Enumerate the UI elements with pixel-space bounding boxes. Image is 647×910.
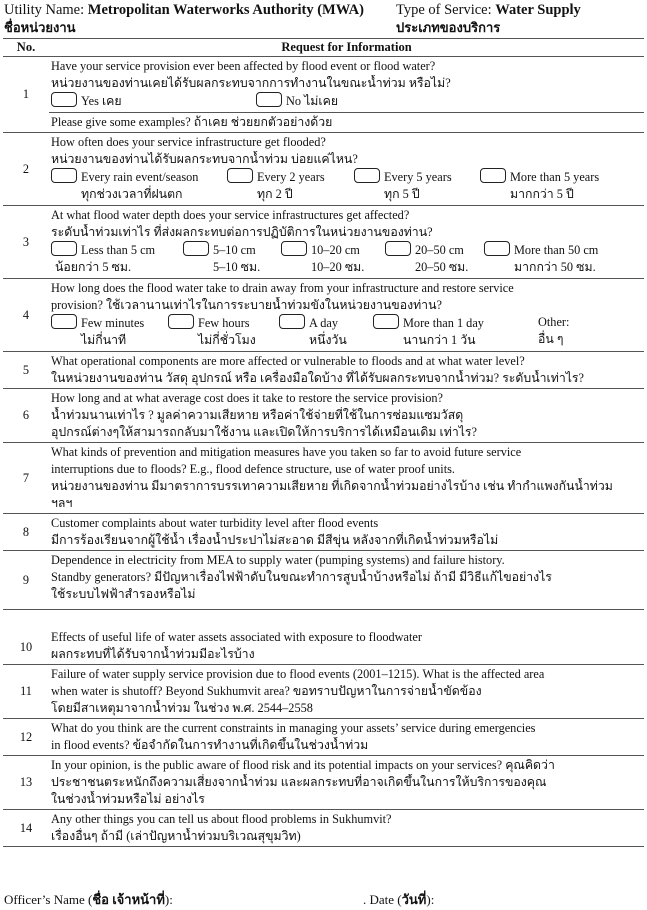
option-label-th: 10–20 ซม.: [311, 260, 365, 274]
utility-value: Metropolitan Waterworks Authority (MWA): [87, 2, 364, 18]
question-text: In your opinion, is the public aware of flood risk and its potential impacts on your services? คุณคิดว่า: [51, 758, 555, 772]
question-row-7: [3, 443, 644, 514]
option[interactable]: [227, 168, 325, 203]
checkbox[interactable]: [256, 92, 282, 107]
checkbox[interactable]: [168, 314, 194, 329]
question-text-th: หน่วยงานของท่านได้รับผลกระทบจากน้ำท่วม บ่อยแค่ไหน?: [51, 152, 358, 166]
question-number: 8: [3, 514, 49, 551]
option-label: Few minutes: [81, 316, 145, 330]
question-row-5: [3, 352, 644, 389]
checkbox[interactable]: [183, 241, 209, 256]
utility-thai-label: ชื่อหน่วยงาน: [4, 20, 76, 35]
question-text: Failure of water supply service provision due to flood events (2001–1215). What is the affected area: [51, 667, 545, 681]
option-label-th: 20–50 ซม.: [415, 260, 469, 274]
question-cell: [49, 443, 644, 514]
question-row-10: [3, 610, 644, 665]
option[interactable]: [354, 168, 452, 203]
option-label-th: หนึ่งวัน: [309, 333, 347, 347]
question-row-13: [3, 756, 644, 810]
checkbox[interactable]: [385, 241, 411, 256]
checkbox[interactable]: [480, 168, 506, 183]
question-row-1: [3, 57, 644, 113]
question-text: Any other things you can tell us about flood problems in Sukhumvit?: [51, 812, 392, 826]
question-text: What do you think are the current constraints in managing your assets’ service during emergencies: [51, 721, 536, 735]
question-text: หน่วยงานของท่าน มีมาตราการบรรเทาความเสียหาย ที่เกิดจากน้ำท่วมอย่างไรบ้าง เช่น ทำกำแพงกันน้ำท่วม: [51, 479, 613, 493]
question-cell: [49, 133, 644, 206]
option-label-th: มากกว่า 5 ปี: [510, 187, 574, 201]
utility-name: [4, 1, 364, 19]
checkbox[interactable]: [51, 314, 77, 329]
question-cell: [49, 514, 644, 551]
question-number: 4: [3, 279, 49, 352]
question-text: มีการร้องเรียนจากผู้ใช้น้ำ เรื่องน้ำประปาไม่สะอาด มีสีขุ่น หลังจากที่เกิดน้ำท่วมหรือไม่: [51, 533, 499, 547]
question-text: ในช่วงน้ำท่วมหรือไม่ อย่างไร: [51, 792, 205, 806]
question-row-14: [3, 810, 644, 847]
option[interactable]: [168, 314, 256, 349]
question-number: 5: [3, 352, 49, 389]
date-thai-label: วันที่: [401, 892, 427, 907]
question-cell: [49, 206, 644, 279]
col-request-header: Request for Information: [49, 39, 644, 57]
date-label: . Date (: [363, 892, 402, 907]
utility-label: Utility Name:: [4, 2, 88, 18]
option-label: Yes เคย: [81, 94, 122, 108]
option-label: More than 1 day: [403, 316, 484, 330]
date-label-end: ):: [426, 892, 435, 907]
option[interactable]: [480, 168, 599, 203]
question-number: 13: [3, 756, 49, 810]
option-label-th: ทุก 5 ปี: [384, 187, 420, 201]
checkbox[interactable]: [373, 314, 399, 329]
question-cell: [49, 719, 644, 756]
question-number: 7: [3, 443, 49, 514]
question-text: Dependence in electricity from MEA to supply water (pumping systems) and failure history.: [51, 553, 505, 567]
option-label-th: น้อยกว่า 5 ซม.: [55, 260, 132, 274]
option[interactable]: [51, 168, 198, 203]
checkbox[interactable]: [484, 241, 510, 256]
checkbox[interactable]: [354, 168, 380, 183]
option-label-th: ไม่กี่นาที: [81, 333, 127, 347]
question-row-6: [3, 389, 644, 443]
question-text-th: หน่วยงานของท่านเคยได้รับผลกระทบจากการทำงานในขณะน้ำท่วม หรือไม่?: [51, 76, 451, 90]
service-value: Water Supply: [495, 2, 581, 18]
question-cell: [49, 57, 644, 113]
option-label-th: นานกว่า 1 วัน: [403, 333, 476, 347]
question-cell: [49, 810, 644, 847]
option-label: More than 5 years: [510, 170, 600, 184]
answer-options: [51, 92, 642, 111]
question-text: How long and at what average cost does it take to restore the service provision?: [51, 391, 444, 405]
option-label: A day: [309, 316, 339, 330]
answer-options: [51, 314, 642, 350]
date-field[interactable]: [363, 889, 434, 910]
officer-name-field[interactable]: [4, 889, 173, 910]
question-number: 6: [3, 389, 49, 443]
option-label-th: ไม่กี่ชั่วโมง: [198, 333, 256, 347]
form-header: [4, 1, 644, 37]
question-text: in flood events? ข้อจำกัดในการทำงานที่เกิดขึ้นในช่วงน้ำท่วม: [51, 738, 369, 752]
question-number: 12: [3, 719, 49, 756]
option[interactable]: [183, 241, 260, 276]
question-row-3: [3, 206, 644, 279]
question-text: น้ำท่วมนานเท่าไร ? มูลค่าความเสียหาย หรือค่าใช้จ่ายที่ใช้ในการซ่อมแซมวัสดุ: [51, 408, 464, 422]
option-no[interactable]: [256, 92, 338, 110]
question-text-en: How often does your service infrastructure get flooded?: [51, 135, 326, 149]
question-text: ฯลฯ: [51, 496, 73, 510]
option-label: No ไม่เคย: [286, 94, 339, 108]
option-yes[interactable]: [51, 92, 122, 110]
question-text-en: Have your service provision ever been affected by flood event or flood water?: [51, 59, 436, 73]
question-number: 14: [3, 810, 49, 847]
question-number: 10: [3, 610, 49, 665]
question-row-4: [3, 279, 644, 352]
option-label: 5–10 cm: [213, 243, 256, 257]
form-footer: [4, 889, 644, 909]
question-text-en: At what flood water depth does your service infrastructures get affected?: [51, 208, 410, 222]
question-row-8: [3, 514, 644, 551]
question-cell: [49, 756, 644, 810]
question-number: 9: [3, 551, 49, 610]
question-number: 11: [3, 665, 49, 719]
option[interactable]: [279, 314, 347, 349]
question-text: What kinds of prevention and mitigation measures have you taken so far to avoid future service: [51, 445, 522, 459]
option[interactable]: [51, 241, 155, 276]
option-label-th: ทุก 2 ปี: [257, 187, 293, 201]
option[interactable]: [51, 314, 144, 349]
question-text: when water is shutoff? Beyond Sukhumvit area? ขอทราบปัญหาในการจ่ายน้ำขัดข้อง: [51, 684, 482, 698]
question-row-9: [3, 551, 644, 610]
header-line-2: [4, 19, 644, 37]
question-text: ผลกระทบที่ได้รับจากน้ำท่วมมีอะไรบ้าง: [51, 647, 255, 661]
option-label-th: อื่น ๆ: [538, 332, 564, 346]
question-number: 2: [3, 133, 49, 206]
question-cell: [49, 352, 644, 389]
option[interactable]: [373, 314, 484, 349]
question-cell: [49, 389, 644, 443]
question-text-en-2: provision? ใช้เวลานานเท่าไรในการระบายน้ำท่วมขังในหน่วยงานของท่าน?: [51, 298, 442, 312]
question-text: ประชาชนตระหนักถึงความเสี่ยงจากน้ำท่วม และผลกระทบที่อาจเกิดขึ้นในการให้บริการของคุณ: [51, 775, 547, 789]
option-label: Few hours: [198, 316, 250, 330]
checkbox[interactable]: [279, 314, 305, 329]
question-row-2: [3, 133, 644, 206]
checkbox[interactable]: [227, 168, 253, 183]
option-other[interactable]: [538, 314, 569, 348]
question-text: โดยมีสาเหตุมาจากน้ำท่วม ในช่วง พ.ศ. 2544–2558: [51, 701, 313, 715]
service-thai-label: ประเภทของบริการ: [396, 20, 501, 35]
question-text: ในหน่วยงานของท่าน วัสดุ อุปกรณ์ หรือ เครื่องมือใดบ้าง ที่ได้รับผลกระทบจากน้ำท่วม? ระดับน้ำเท่าไร?: [51, 371, 584, 385]
request-table: [3, 38, 644, 847]
question-row-12: [3, 719, 644, 756]
officer-thai-label: ชื่อ เจ้าหน้าที่: [92, 892, 165, 907]
option[interactable]: [281, 241, 364, 276]
option-label-th: มากกว่า 50 ซม.: [514, 260, 596, 274]
question-number: 3: [3, 206, 49, 279]
option-label: 10–20 cm: [311, 243, 360, 257]
option-label: Less than 5 cm: [81, 243, 156, 257]
service-type: [396, 1, 581, 19]
question-text: ใช้ระบบไฟฟ้าสำรองหรือไม่: [51, 587, 196, 601]
option[interactable]: [484, 241, 598, 276]
question-cell: [49, 665, 644, 719]
option-label: Every 2 years: [257, 170, 325, 184]
option-label-th: ทุกช่วงเวลาที่ฝนตก: [81, 187, 183, 201]
question-row-1-extra: [3, 113, 644, 133]
question-text: interruptions due to floods? E.g., flood defence structure, use of water proof units.: [51, 462, 455, 476]
question-text: Effects of useful life of water assets associated with exposure to floodwater: [51, 630, 422, 644]
answer-options: [51, 168, 642, 204]
question-extra-text: Please give some examples? ถ้าเคย ช่วยยกตัวอย่างด้วย: [51, 115, 333, 129]
checkbox[interactable]: [51, 241, 77, 256]
header-line-1: [4, 1, 644, 19]
question-text: เรื่องอื่นๆ ถ้ามี (เล่าปัญหาน้ำท่วมบริเวณสุขุมวิท): [51, 829, 301, 843]
option-label: More than 50 cm: [514, 243, 599, 257]
option-label: 20–50 cm: [415, 243, 464, 257]
option[interactable]: [385, 241, 468, 276]
question-text: อุปกรณ์ต่างๆให้สามารถกลับมาใช้งาน และเปิดให้การบริการได้เหมือนเดิม เท่าไร?: [51, 425, 477, 439]
option-label: Other:: [538, 315, 570, 329]
answer-options: [51, 241, 642, 277]
officer-label: Officer’s Name (: [4, 892, 93, 907]
question-text-en: How long does the flood water take to drain away from your infrastructure and restore service: [51, 281, 514, 295]
question-text: Standby generators? มีปัญหาเรื่องไฟฟ้าดับในขณะทำการสูบน้ำบ้างหรือไม่ ถ้ามี มีวิธีแก้ไขอย่างไร: [51, 570, 552, 584]
col-no-header: No.: [3, 39, 49, 57]
question-cell: [49, 551, 644, 610]
checkbox[interactable]: [51, 92, 77, 107]
checkbox[interactable]: [281, 241, 307, 256]
table-header-row: [3, 39, 644, 57]
service-label: Type of Service:: [396, 2, 496, 18]
question-number: 1: [3, 57, 49, 133]
question-cell: [49, 610, 644, 665]
question-text: What operational components are more affected or vulnerable to floods and at what water level?: [51, 354, 525, 368]
question-cell: [49, 113, 644, 133]
option-label: Every 5 years: [384, 170, 452, 184]
officer-label-end: ):: [164, 892, 173, 907]
option-label-th: 5–10 ซม.: [213, 260, 261, 274]
checkbox[interactable]: [51, 168, 77, 183]
question-text: Customer complaints about water turbidity level after flood events: [51, 516, 379, 530]
question-text-th: ระดับน้ำท่วมเท่าไร ที่ส่งผลกระทบต่อการปฏิบัติการในหน่วยงานของท่าน?: [51, 225, 433, 239]
question-cell: [49, 279, 644, 352]
option-label: Every rain event/season: [81, 170, 199, 184]
question-row-11: [3, 665, 644, 719]
